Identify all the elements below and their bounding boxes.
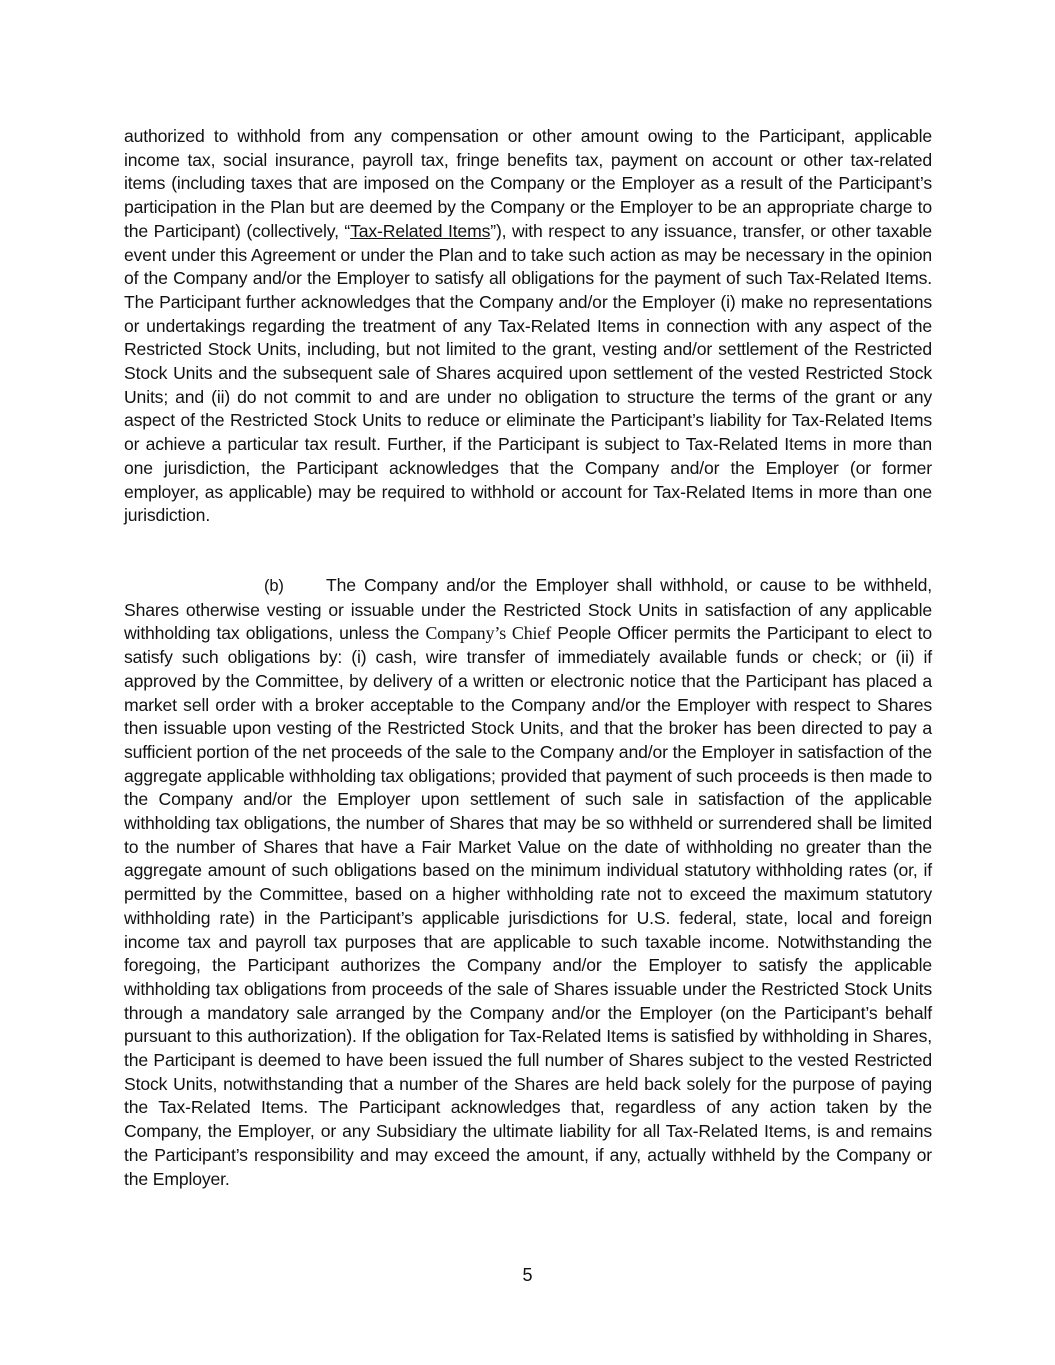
subsection-label-b: (b) (264, 577, 284, 595)
paragraph-tax-related-items (124, 125, 932, 528)
defined-term-tax-related-items: Tax-Related Items (350, 220, 491, 241)
serif-text-run: Company’s Chief (425, 623, 552, 644)
paragraph-1-text-start: authorized to withhold from any compensation or other amount owing to the Participant, applicable income tax, social insurance, payroll tax, fringe benefits tax, payment on account or other tax-related items (including taxes that are imposed on the Company or the Employer as a result of the Participant’s participation in the Plan but are deemed by the Company or the Employer to be an appropriate charge to the Participant) (collectively, “ (124, 126, 932, 241)
paragraph-2-text-end: People Officer permits the Participant to elect to satisfy such obligations by: (i) cash, wire transfer of immediately available funds or check; or (ii) if approved by the Committee, by delivery of a written or electronic notice that the Participant has placed a market sell order with a broker acceptable to the Company and/or the Employer with respect to Shares then issuable upon vesting of the Restricted Stock Units, and that the broker has been directed to pay a sufficient portion of the net proceeds of the sale to the Company and/or the Employer in satisfaction of the aggregate applicable withholding tax obligations; provided that payment of such proceeds is then made to the Company and/or the Employer upon settlement of such sale in satisfaction of the applicable withholding tax obligations, the number of Shares that may be so withheld or surrendered shall be limited to the number of Shares that have a Fair Market Value on the date of withholding no greater than the aggregate amount of such obligations based on the minimum individual statutory withholding rates (or, if permitted by the Committee, based on a higher withholding rate not to exceed the maximum statutory withholding rate) in the Participant’s applicable jurisdictions for U.S. federal, state, local and foreign income tax and payroll tax purposes that are applicable to such taxable income. Notwithstanding the foregoing, the Participant authorizes the Company and/or the Employer to satisfy the applicable withholding tax obligations from proceeds of the sale of Shares issuable under the Restricted Stock Units through a mandatory sale arranged by the Company and/or the Employer (on the Participant’s behalf pursuant to this authorization). If the obligation for Tax-Related Items is satisfied by withholding in Shares, the Participant is deemed to have been issued the full number of Shares subject to the vested Restricted Stock Units, notwithstanding that a number of the Shares are held back solely for the purpose of paying the Tax-Related Items. The Participant acknowledges that, regardless of any action taken by the Company, the Employer, or any Subsidiary the ultimate liability for all Tax-Related Items, is and remains the Participant’s responsibility and may exceed the amount, if any, actually withheld by the Company or the Employer. (124, 623, 932, 1189)
paragraph-b-withholding (124, 574, 932, 1191)
paragraph-2-text-start: The Company and/or the Employer shall withhold, or cause to be withheld, Shares otherwise vesting or issuable under the Restricted Stock Units in satisfaction of any applicable withholding tax obligations, unless the (124, 575, 932, 644)
paragraph-1-text-end: ”), with respect to any issuance, transfer, or other taxable event under this Agreement or under the Plan and to take such action as may be necessary in the opinion of the Company and/or the Employer to satisfy all obligations for the payment of such Tax-Related Items. The Participant further acknowledges that the Company and/or the Employer (i) make no representations or undertakings regarding the treatment of any Tax-Related Items in connection with any aspect of the Restricted Stock Units, including, but not limited to the grant, vesting and/or settlement of the Restricted Stock Units and the subsequent sale of Shares acquired upon settlement of the vested Restricted Stock Units; and (ii) do not commit to and are under no obligation to structure the terms of the grant or any aspect of the Restricted Stock Units to reduce or eliminate the Participant’s liability for Tax-Related Items or achieve a particular tax result. Further, if the Participant is subject to Tax-Related Items in more than one jurisdiction, the Participant acknowledges that the Company and/or the Employer (or former employer, as applicable) may be required to withhold or account for Tax-Related Items in more than one jurisdiction. (124, 220, 932, 526)
page-number: 5 (522, 1265, 533, 1285)
